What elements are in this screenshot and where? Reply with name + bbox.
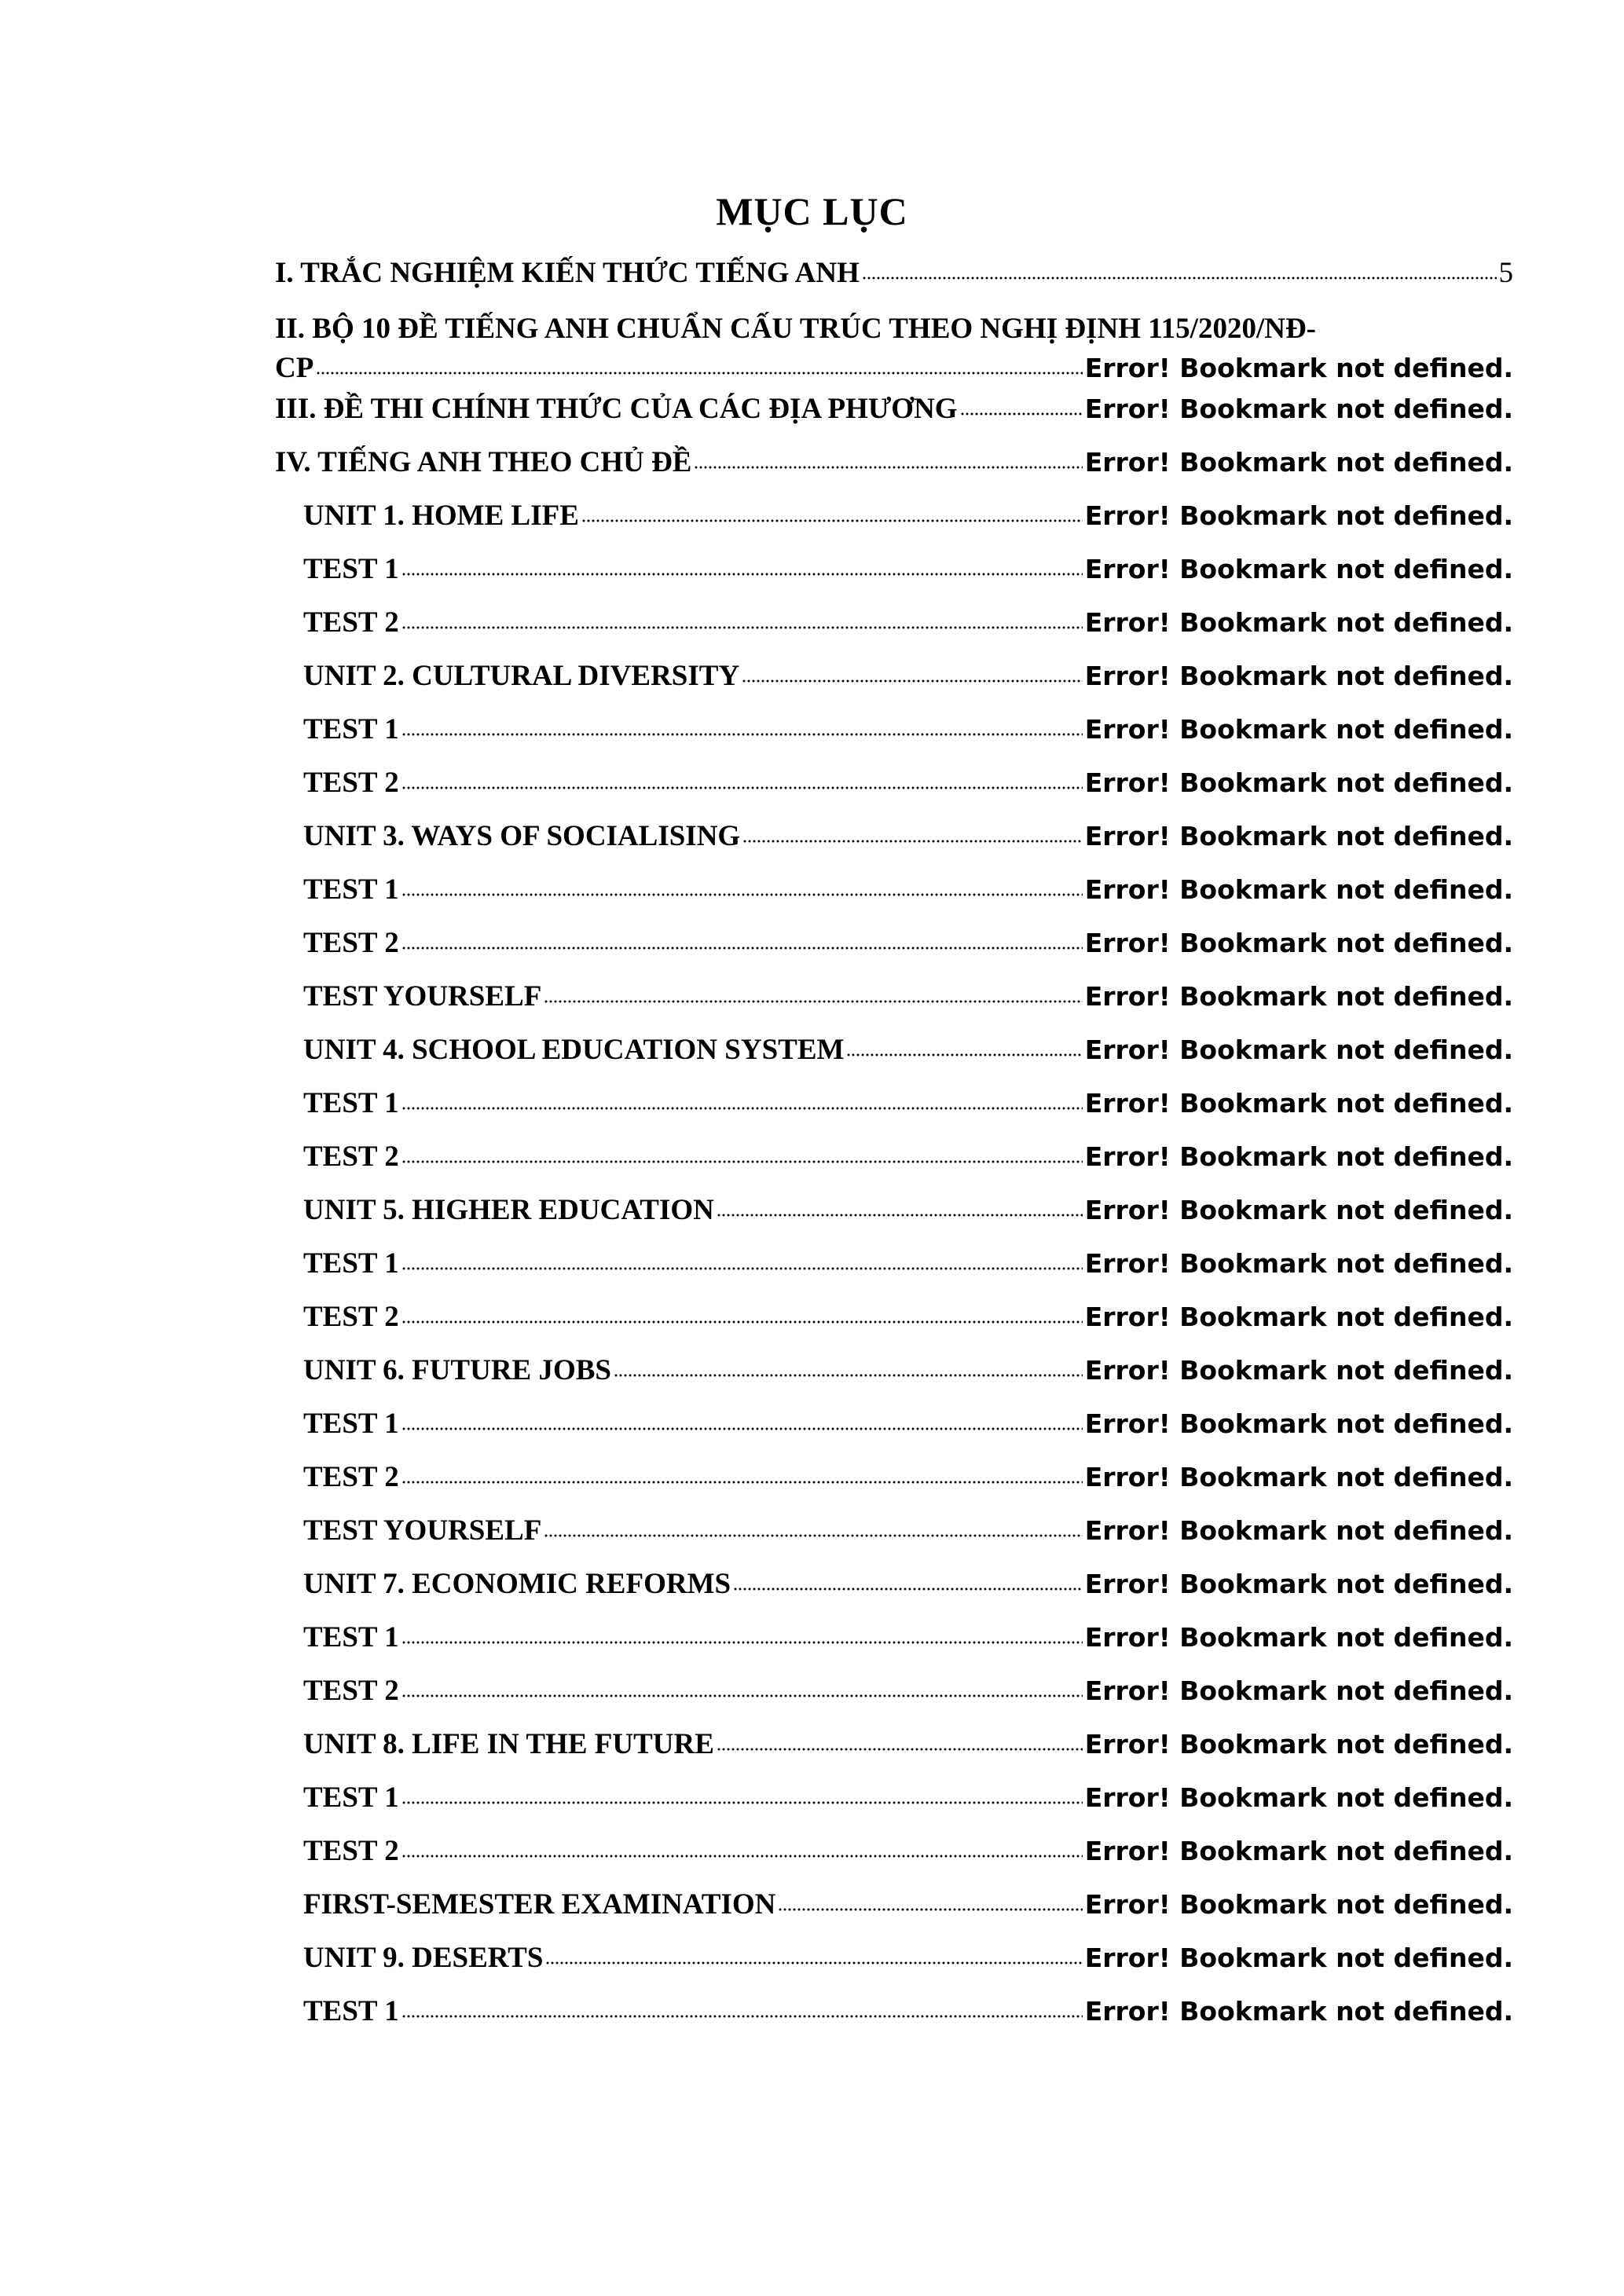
dot-leader <box>401 1480 1083 1485</box>
dot-leader <box>717 1747 1083 1752</box>
toc-entry[interactable] <box>275 1834 1513 1888</box>
toc-entry-label: UNIT 4. SCHOOL EDUCATION SYSTEM <box>303 1034 845 1066</box>
toc-entry[interactable] <box>275 1514 1513 1567</box>
dot-leader <box>401 1266 1083 1271</box>
toc-entry-label: FIRST-SEMESTER EXAMINATION <box>303 1888 776 1921</box>
toc-entry[interactable] <box>275 926 1513 980</box>
toc-entry-label: TEST 1 <box>303 1087 399 1119</box>
toc-entry-label: UNIT 1. HOME LIFE <box>303 500 579 532</box>
toc-entry-label: TEST 1 <box>303 1621 399 1653</box>
toc-entry-page: Error! Bookmark not defined. <box>1084 1408 1513 1439</box>
toc-entry-page: Error! Bookmark not defined. <box>1084 874 1513 905</box>
dot-leader <box>401 1426 1083 1431</box>
dot-leader <box>401 1106 1083 1111</box>
dot-leader <box>544 999 1082 1004</box>
toc-entry-label: TEST YOURSELF <box>303 980 542 1013</box>
toc-entry-page: Error! Bookmark not defined. <box>1084 1195 1513 1225</box>
dot-leader <box>401 2014 1083 2019</box>
toc-entry-label: IV. TIẾNG ANH THEO CHỦ ĐỀ <box>275 446 692 478</box>
toc-entry[interactable] <box>275 1353 1513 1407</box>
toc-entry[interactable] <box>275 606 1513 659</box>
toc-entry-label: TEST 2 <box>303 767 399 799</box>
toc-entry[interactable] <box>275 873 1513 926</box>
toc-entry-page: Error! Bookmark not defined. <box>1084 1302 1513 1332</box>
dot-leader <box>401 785 1083 790</box>
dot-leader <box>742 839 1082 844</box>
toc-entry-page: Error! Bookmark not defined. <box>1084 1569 1513 1599</box>
toc-entry[interactable] <box>275 1033 1513 1086</box>
dot-leader <box>717 1213 1083 1218</box>
toc-entry-page: Error! Bookmark not defined. <box>1084 1836 1513 1866</box>
dot-leader <box>401 1800 1083 1805</box>
toc-entry[interactable] <box>275 1727 1513 1781</box>
toc-entry-label: TEST 2 <box>303 1141 399 1173</box>
toc-entry-page: Error! Bookmark not defined. <box>1084 661 1513 691</box>
toc-entry-page: Error! Bookmark not defined. <box>1084 1675 1513 1706</box>
toc-entry-page: Error! Bookmark not defined. <box>1084 1729 1513 1760</box>
toc-entry-label: UNIT 3. WAYS OF SOCIALISING <box>303 820 741 852</box>
toc-entry-page: Error! Bookmark not defined. <box>1084 928 1513 958</box>
toc-entry-page: Error! Bookmark not defined. <box>1084 1996 1513 2027</box>
toc-entry[interactable] <box>275 1941 1513 1994</box>
toc-entry-label: TEST 2 <box>303 1835 399 1867</box>
toc-entry-label: TEST 1 <box>303 873 399 906</box>
toc-entry[interactable] <box>275 445 1513 499</box>
dot-leader <box>545 1961 1082 1965</box>
dot-leader <box>733 1587 1083 1591</box>
toc-entry[interactable] <box>275 1086 1513 1140</box>
table-of-contents <box>275 256 1513 2048</box>
toc-entry[interactable] <box>275 1460 1513 1514</box>
toc-entry[interactable] <box>275 392 1513 445</box>
dot-leader <box>401 732 1083 737</box>
toc-entry-page: Error! Bookmark not defined. <box>1084 1889 1513 1920</box>
toc-entry[interactable] <box>275 1140 1513 1193</box>
toc-entry-label: UNIT 8. LIFE IN THE FUTURE <box>303 1728 714 1760</box>
toc-entry-page: Error! Bookmark not defined. <box>1084 714 1513 745</box>
dot-leader <box>778 1907 1082 1912</box>
toc-entry[interactable] <box>275 1781 1513 1834</box>
toc-entry-page: Error! Bookmark not defined. <box>1084 1248 1513 1279</box>
toc-entry[interactable] <box>275 1674 1513 1727</box>
dot-leader <box>862 276 1497 280</box>
toc-entry-label: TEST 2 <box>303 1461 399 1493</box>
toc-entry-label: UNIT 2. CULTURAL DIVERSITY <box>303 660 740 692</box>
toc-entry-page: Error! Bookmark not defined. <box>1084 1462 1513 1492</box>
dot-leader <box>316 371 1082 375</box>
dot-leader <box>846 1053 1082 1057</box>
toc-entry-page: Error! Bookmark not defined. <box>1084 767 1513 798</box>
toc-entry-page: Error! Bookmark not defined. <box>1084 353 1513 383</box>
toc-entry[interactable] <box>275 1888 1513 1941</box>
toc-entry[interactable] <box>275 309 1513 392</box>
toc-entry-label: TEST 1 <box>303 1247 399 1280</box>
toc-entry[interactable] <box>275 766 1513 819</box>
dot-leader <box>694 465 1082 470</box>
toc-entry-label: TEST 1 <box>303 713 399 745</box>
toc-entry-page: Error! Bookmark not defined. <box>1084 447 1513 478</box>
toc-entry-page: Error! Bookmark not defined. <box>1084 554 1513 584</box>
toc-entry-label: TEST 1 <box>303 1782 399 1814</box>
toc-entry-label: TEST 2 <box>303 1301 399 1333</box>
toc-entry-label: UNIT 7. ECONOMIC REFORMS <box>303 1568 731 1600</box>
toc-entry-page: Error! Bookmark not defined. <box>1084 1943 1513 1973</box>
toc-entry[interactable] <box>275 980 1513 1033</box>
dot-leader <box>401 946 1083 950</box>
toc-entry[interactable] <box>275 552 1513 606</box>
dot-leader <box>401 892 1083 897</box>
toc-entry[interactable] <box>275 1247 1513 1300</box>
toc-entry-label: III. ĐỀ THI CHÍNH THỨC CỦA CÁC ĐỊA PHƯƠNG <box>275 393 958 425</box>
toc-entry-label: TEST 2 <box>303 1675 399 1707</box>
toc-entry-page: Error! Bookmark not defined. <box>1084 981 1513 1012</box>
toc-entry[interactable] <box>275 1407 1513 1460</box>
toc-entry[interactable] <box>275 712 1513 766</box>
dot-leader <box>401 572 1083 577</box>
toc-entry-label: TEST 1 <box>303 553 399 585</box>
toc-entry[interactable] <box>275 1620 1513 1674</box>
toc-entry[interactable] <box>275 1300 1513 1353</box>
toc-entry[interactable] <box>275 1193 1513 1247</box>
toc-entry[interactable] <box>275 499 1513 552</box>
toc-entry-label: TEST 2 <box>303 606 399 639</box>
toc-entry-label: UNIT 5. HIGHER EDUCATION <box>303 1194 714 1226</box>
dot-leader <box>960 412 1083 416</box>
toc-entry-page: Error! Bookmark not defined. <box>1084 394 1513 424</box>
toc-entry[interactable] <box>275 659 1513 712</box>
toc-entry-label: UNIT 6. FUTURE JOBS <box>303 1354 612 1386</box>
dot-leader <box>544 1533 1082 1538</box>
toc-entry-page: Error! Bookmark not defined. <box>1084 1141 1513 1172</box>
toc-entry-page: Error! Bookmark not defined. <box>1084 821 1513 851</box>
toc-entry-label-continued: CP <box>275 352 314 384</box>
toc-entry-label: TEST 2 <box>303 927 399 959</box>
toc-entry-page: Error! Bookmark not defined. <box>1084 1515 1513 1546</box>
toc-entry[interactable] <box>275 819 1513 873</box>
dot-leader <box>401 625 1083 630</box>
toc-entry-label: TEST 1 <box>303 1995 399 2027</box>
dot-leader <box>401 1159 1083 1164</box>
toc-title: MỤC LỤC <box>716 189 908 233</box>
dot-leader <box>401 1640 1083 1645</box>
dot-leader <box>581 518 1083 523</box>
dot-leader <box>742 679 1083 683</box>
toc-entry-label: UNIT 9. DESERTS <box>303 1942 544 1974</box>
dot-leader <box>401 1854 1083 1858</box>
toc-entry[interactable] <box>275 1994 1513 2048</box>
toc-entry-page: Error! Bookmark not defined. <box>1084 1088 1513 1119</box>
toc-entry-page: 5 <box>1498 257 1513 289</box>
toc-entry-label: I. TRẮC NGHIỆM KIẾN THỨC TIẾNG ANH <box>275 257 860 289</box>
dot-leader <box>614 1373 1083 1378</box>
toc-entry-page: Error! Bookmark not defined. <box>1084 1622 1513 1653</box>
toc-entry[interactable] <box>275 1567 1513 1620</box>
dot-leader <box>401 1694 1083 1698</box>
toc-entry-label: TEST YOURSELF <box>303 1514 542 1547</box>
dot-leader <box>401 1320 1083 1324</box>
toc-entry-page: Error! Bookmark not defined. <box>1084 1782 1513 1813</box>
toc-entry[interactable] <box>275 256 1513 309</box>
toc-entry-label: II. BỘ 10 ĐỀ TIẾNG ANH CHUẨN CẤU TRÚC THEO NGHỊ ĐỊNH 115/2020/NĐ- <box>275 313 1316 345</box>
toc-entry-page: Error! Bookmark not defined. <box>1084 1034 1513 1065</box>
toc-entry-label: TEST 1 <box>303 1408 399 1440</box>
toc-entry-page: Error! Bookmark not defined. <box>1084 607 1513 638</box>
toc-entry-page: Error! Bookmark not defined. <box>1084 1355 1513 1386</box>
toc-entry-page: Error! Bookmark not defined. <box>1084 500 1513 531</box>
